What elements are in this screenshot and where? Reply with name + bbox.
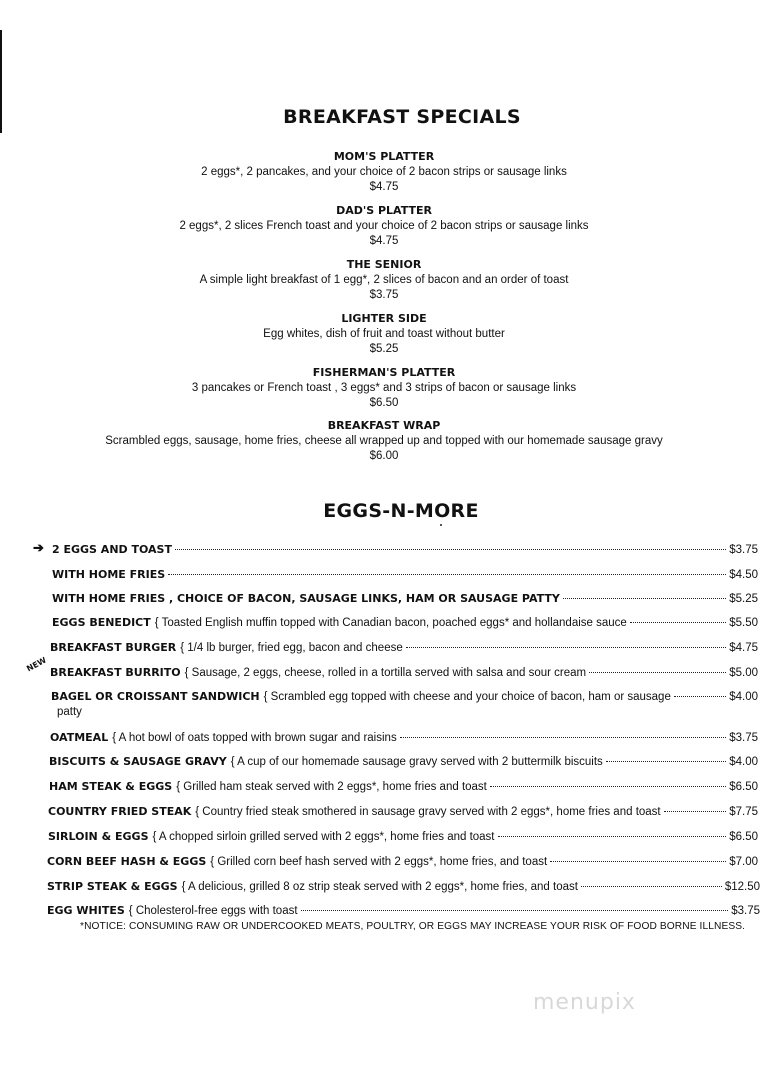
item-desc: { Country fried steak smothered in sausage gravy served with 2 eggs*, home fries and toast bbox=[195, 806, 661, 818]
special-name: THE SENIOR bbox=[346, 258, 422, 271]
item-name: BISCUITS & SAUSAGE GRAVY bbox=[49, 755, 227, 768]
watermark: menupix bbox=[533, 990, 636, 1015]
special-name: FISHERMAN'S PLATTER bbox=[312, 366, 456, 379]
item-price: $7.75 bbox=[729, 806, 758, 818]
item-name: STRIP STEAK & EGGS bbox=[47, 880, 178, 893]
special-price: $4.75 bbox=[369, 181, 399, 193]
item-name: SIRLOIN & EGGS bbox=[48, 830, 149, 843]
arrow-icon: ➔ bbox=[33, 540, 44, 555]
item-name: EGG WHITES bbox=[47, 904, 125, 917]
special-price: $6.00 bbox=[369, 450, 399, 462]
page-edge-bar bbox=[0, 30, 2, 133]
menu-item-breakfast-burger bbox=[50, 641, 758, 654]
special-desc: 2 eggs*, 2 pancakes, and your choice of 2 bacon strips or sausage links bbox=[201, 165, 567, 178]
menu-item-oatmeal bbox=[50, 731, 758, 744]
item-name: OATMEAL bbox=[50, 731, 109, 744]
menu-item-country-fried-steak bbox=[48, 805, 758, 818]
leader-dots bbox=[606, 761, 726, 762]
special-desc: Egg whites, dish of fruit and toast without butter bbox=[263, 327, 505, 340]
item-price: $6.50 bbox=[729, 781, 758, 793]
item-name: WITH HOME FRIES , CHOICE OF BACON, SAUSAGE LINKS, HAM OR SAUSAGE PATTY bbox=[52, 592, 560, 605]
item-price: $5.50 bbox=[729, 617, 758, 629]
breakfast-specials-title: BREAKFAST SPECIALS bbox=[283, 106, 521, 128]
item-desc-continued: patty bbox=[57, 706, 82, 718]
menu-item-strip-steak bbox=[47, 880, 760, 893]
special-desc: Scrambled eggs, sausage, home fries, cheese all wrapped up and topped with our homemade sausage gravy bbox=[105, 434, 663, 447]
special-price: $3.75 bbox=[369, 289, 399, 301]
special-fishermans-platter bbox=[0, 365, 768, 412]
item-name: BREAKFAST BURRITO bbox=[50, 666, 181, 679]
special-price: $6.50 bbox=[369, 397, 399, 409]
special-name: DAD'S PLATTER bbox=[336, 204, 432, 217]
special-lighter-side bbox=[0, 311, 768, 358]
item-desc: { Sausage, 2 eggs, cheese, rolled in a tortilla served with salsa and sour cream bbox=[184, 667, 587, 679]
item-price: $7.00 bbox=[729, 856, 758, 868]
item-price: $6.50 bbox=[729, 831, 758, 843]
item-price: $12.50 bbox=[724, 881, 760, 893]
item-name: WITH HOME FRIES bbox=[52, 568, 166, 581]
leader-dots bbox=[498, 836, 727, 837]
leader-dots bbox=[563, 598, 726, 599]
item-price: $3.75 bbox=[731, 905, 760, 917]
item-desc: { 1/4 lb burger, fried egg, bacon and cheese bbox=[180, 642, 403, 654]
special-dads-platter bbox=[0, 203, 768, 250]
menu-item-bagel-croissant bbox=[51, 690, 758, 703]
special-desc: A simple light breakfast of 1 egg*, 2 slices of bacon and an order of toast bbox=[199, 273, 569, 286]
menu-item-breakfast-burrito bbox=[50, 666, 758, 679]
food-safety-notice: *NOTICE: CONSUMING RAW OR UNDERCOOKED MEATS, POULTRY, OR EGGS MAY INCREASE YOUR RISK OF FOOD BORNE ILLNESS. bbox=[80, 921, 746, 932]
special-breakfast-wrap bbox=[0, 418, 768, 465]
item-name: HAM STEAK & EGGS bbox=[49, 780, 173, 793]
item-name: EGGS BENEDICT bbox=[52, 616, 151, 629]
item-name: BREAKFAST BURGER bbox=[50, 641, 177, 654]
menu-item-egg-whites bbox=[47, 904, 760, 917]
item-price: $4.50 bbox=[729, 569, 758, 581]
item-desc: { Toasted English muffin topped with Canadian bacon, poached eggs* and hollandaise sauce bbox=[154, 617, 627, 629]
leader-dots bbox=[664, 811, 727, 812]
leader-dots bbox=[175, 549, 726, 550]
leader-dots bbox=[301, 910, 729, 911]
new-badge: NEW bbox=[25, 655, 48, 674]
menu-item-eggs-benedict bbox=[52, 616, 758, 629]
stray-dot bbox=[440, 524, 442, 526]
menu-item-sirloin-eggs bbox=[48, 830, 758, 843]
item-name: COUNTRY FRIED STEAK bbox=[48, 805, 192, 818]
leader-dots bbox=[406, 647, 726, 648]
item-name: 2 EGGS AND TOAST bbox=[52, 543, 172, 556]
item-price: $4.00 bbox=[729, 691, 758, 703]
item-price: $3.75 bbox=[729, 544, 758, 556]
item-desc: { A hot bowl of oats topped with brown sugar and raisins bbox=[112, 732, 397, 744]
menu-item-with-home-fries-choice bbox=[52, 592, 758, 605]
item-price: $4.00 bbox=[729, 756, 758, 768]
leader-dots bbox=[168, 574, 726, 575]
special-name: LIGHTER SIDE bbox=[341, 312, 427, 325]
leader-dots bbox=[581, 886, 722, 887]
item-price: $3.75 bbox=[729, 732, 758, 744]
item-name: CORN BEEF HASH & EGGS bbox=[47, 855, 207, 868]
menu-item-2-eggs-and-toast bbox=[52, 543, 758, 556]
item-price: $5.00 bbox=[729, 667, 758, 679]
item-desc: { A delicious, grilled 8 oz strip steak served with 2 eggs*, home fries, and toast bbox=[181, 881, 578, 893]
leader-dots bbox=[674, 696, 726, 697]
special-name: MOM'S PLATTER bbox=[333, 150, 435, 163]
special-the-senior bbox=[0, 257, 768, 304]
leader-dots bbox=[490, 786, 726, 787]
item-name: BAGEL OR CROISSANT SANDWICH bbox=[51, 690, 260, 703]
special-price: $4.75 bbox=[369, 235, 399, 247]
item-price: $4.75 bbox=[729, 642, 758, 654]
item-desc: { Grilled corn beef hash served with 2 eggs*, home fries, and toast bbox=[210, 856, 548, 868]
item-desc: { A chopped sirloin grilled served with 2 eggs*, home fries and toast bbox=[152, 831, 495, 843]
menu-item-biscuits-gravy bbox=[49, 755, 758, 768]
leader-dots bbox=[400, 737, 727, 738]
menu-item-corn-beef-hash bbox=[47, 855, 758, 868]
item-desc: { Cholesterol-free eggs with toast bbox=[128, 905, 298, 917]
item-desc: { Scrambled egg topped with cheese and your choice of bacon, ham or sausage bbox=[263, 691, 671, 703]
leader-dots bbox=[589, 672, 726, 673]
item-desc: { Grilled ham steak served with 2 eggs*, home fries and toast bbox=[176, 781, 487, 793]
item-desc: { A cup of our homemade sausage gravy served with 2 buttermilk biscuits bbox=[230, 756, 603, 768]
menu-item-ham-steak bbox=[49, 780, 758, 793]
menu-item-with-home-fries bbox=[52, 568, 758, 581]
special-desc: 2 eggs*, 2 slices French toast and your choice of 2 bacon strips or sausage links bbox=[179, 219, 589, 232]
special-price: $5.25 bbox=[369, 343, 399, 355]
special-moms-platter bbox=[0, 149, 768, 196]
special-name: BREAKFAST WRAP bbox=[327, 419, 441, 432]
eggs-n-more-title: EGGS-N-MORE bbox=[323, 500, 479, 522]
item-price: $5.25 bbox=[729, 593, 758, 605]
leader-dots bbox=[630, 622, 726, 623]
leader-dots bbox=[550, 861, 726, 862]
special-desc: 3 pancakes or French toast , 3 eggs* and 3 strips of bacon or sausage links bbox=[191, 381, 577, 394]
